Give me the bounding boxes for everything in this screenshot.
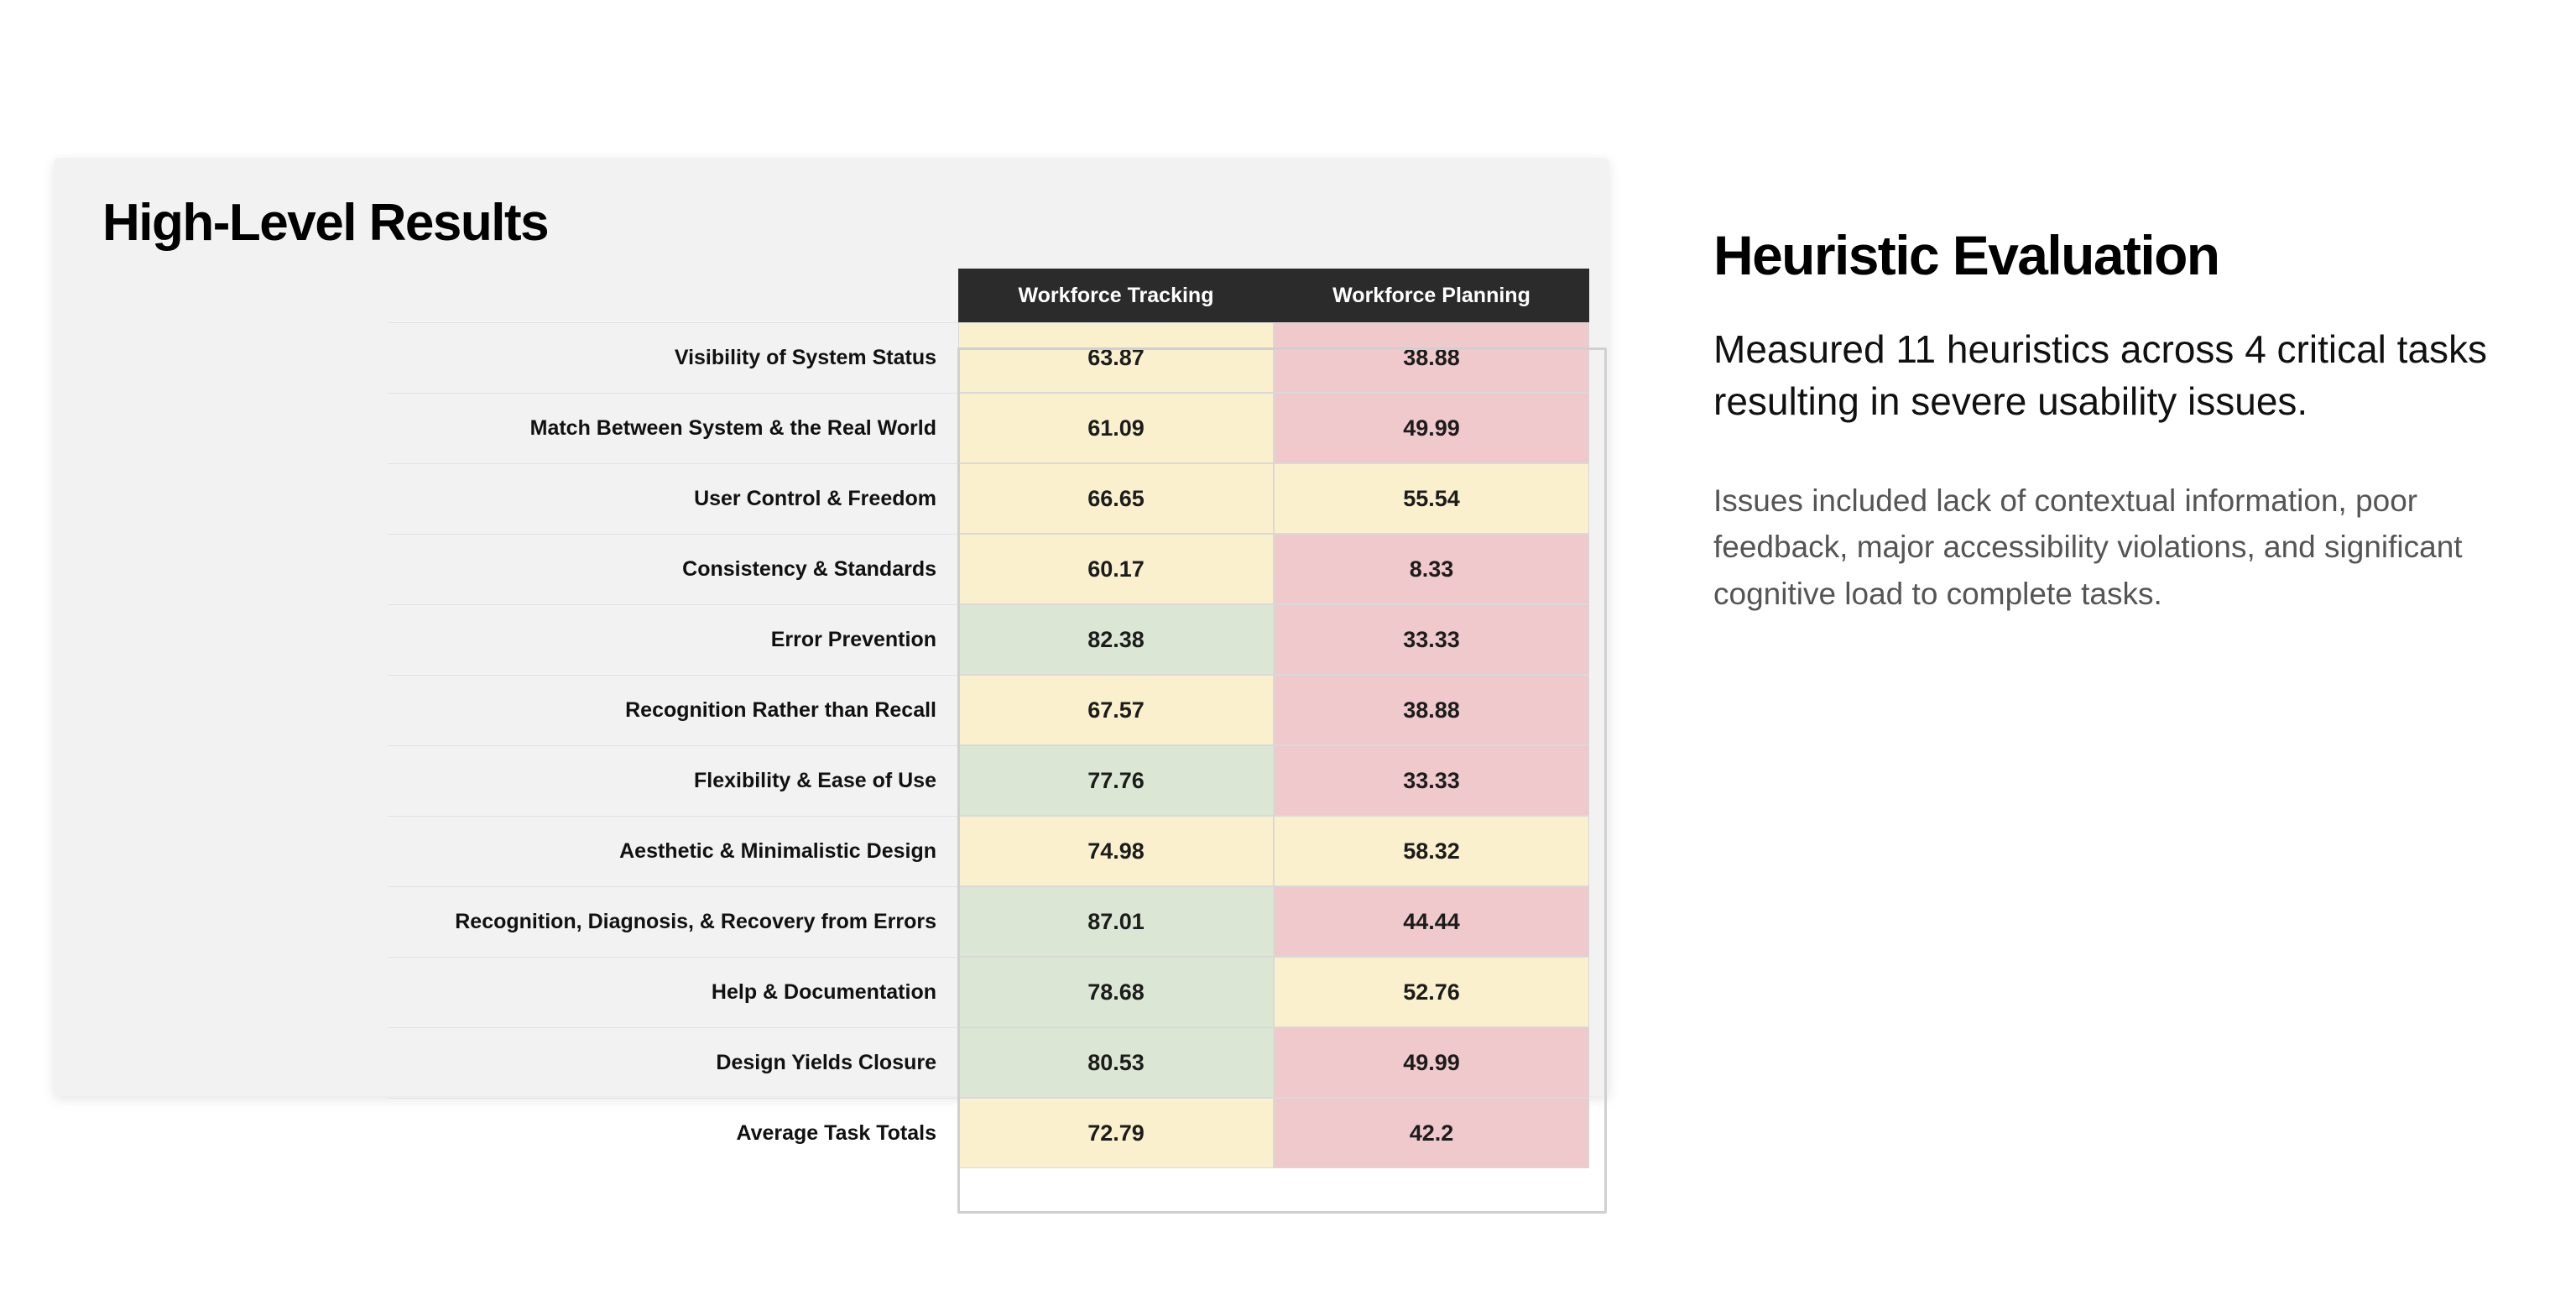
table-row <box>388 604 1589 675</box>
table-row <box>388 1098 1589 1168</box>
column-header-workforce-tracking: Workforce Tracking <box>958 269 1274 322</box>
table-row <box>388 1027 1589 1098</box>
score-cell: 60.17 <box>958 534 1274 604</box>
table-row <box>388 886 1589 957</box>
row-label: Recognition, Diagnosis, & Recovery from Errors <box>388 886 958 957</box>
row-label: Flexibility & Ease of Use <box>388 745 958 816</box>
table-row <box>388 957 1589 1027</box>
table-row <box>388 322 1589 393</box>
score-cell: 67.57 <box>958 675 1274 745</box>
summary-heading: Heuristic Evaluation <box>1713 224 2219 286</box>
results-table <box>388 269 1589 1168</box>
score-cell: 66.65 <box>958 463 1274 534</box>
score-cell: 38.88 <box>1274 322 1589 393</box>
column-header-workforce-planning: Workforce Planning <box>1274 269 1589 322</box>
row-label: Average Task Totals <box>388 1098 958 1168</box>
row-label: Help & Documentation <box>388 957 958 1027</box>
high-level-results-card <box>54 158 1609 1146</box>
score-cell: 63.87 <box>958 322 1274 393</box>
table-row <box>388 816 1589 886</box>
score-cell: 87.01 <box>958 886 1274 957</box>
score-cell: 61.09 <box>958 393 1274 463</box>
score-cell: 42.2 <box>1274 1098 1589 1168</box>
table-row <box>388 675 1589 745</box>
score-cell: 38.88 <box>1274 675 1589 745</box>
score-cell: 78.68 <box>958 957 1274 1027</box>
row-label: Visibility of System Status <box>388 322 958 393</box>
score-cell: 55.54 <box>1274 463 1589 534</box>
table-row <box>388 534 1589 604</box>
row-label: Aesthetic & Minimalistic Design <box>388 816 958 886</box>
score-cell: 72.79 <box>958 1098 1274 1168</box>
score-cell: 33.33 <box>1274 604 1589 675</box>
table-body <box>388 322 1589 1168</box>
page-title: High-Level Results <box>102 194 549 252</box>
table-row <box>388 393 1589 463</box>
score-cell: 82.38 <box>958 604 1274 675</box>
score-cell: 49.99 <box>1274 1027 1589 1098</box>
row-label: Design Yields Closure <box>388 1027 958 1098</box>
results-table-container <box>388 269 1589 1168</box>
score-cell: 49.99 <box>1274 393 1589 463</box>
row-label: Consistency & Standards <box>388 534 958 604</box>
score-cell: 8.33 <box>1274 534 1589 604</box>
score-cell: 74.98 <box>958 816 1274 886</box>
summary-body: Issues included lack of contextual information, poor feedback, major accessibility violations, and significant cognitive load to complete tasks. <box>1713 483 2463 611</box>
summary-panel <box>1713 225 2502 617</box>
row-label: Match Between System & the Real World <box>388 393 958 463</box>
table-header-row <box>388 269 1589 322</box>
table-corner-cell <box>388 269 958 322</box>
score-cell: 77.76 <box>958 745 1274 816</box>
score-cell: 80.53 <box>958 1027 1274 1098</box>
score-cell: 33.33 <box>1274 745 1589 816</box>
score-cell: 44.44 <box>1274 886 1589 957</box>
table-row <box>388 745 1589 816</box>
table-row <box>388 463 1589 534</box>
table-header <box>388 269 1589 322</box>
score-cell: 58.32 <box>1274 816 1589 886</box>
row-label: Error Prevention <box>388 604 958 675</box>
summary-lede: Measured 11 heuristics across 4 critical tasks resulting in severe usability issues. <box>1713 326 2488 423</box>
row-label: Recognition Rather than Recall <box>388 675 958 745</box>
score-cell: 52.76 <box>1274 957 1589 1027</box>
row-label: User Control & Freedom <box>388 463 958 534</box>
